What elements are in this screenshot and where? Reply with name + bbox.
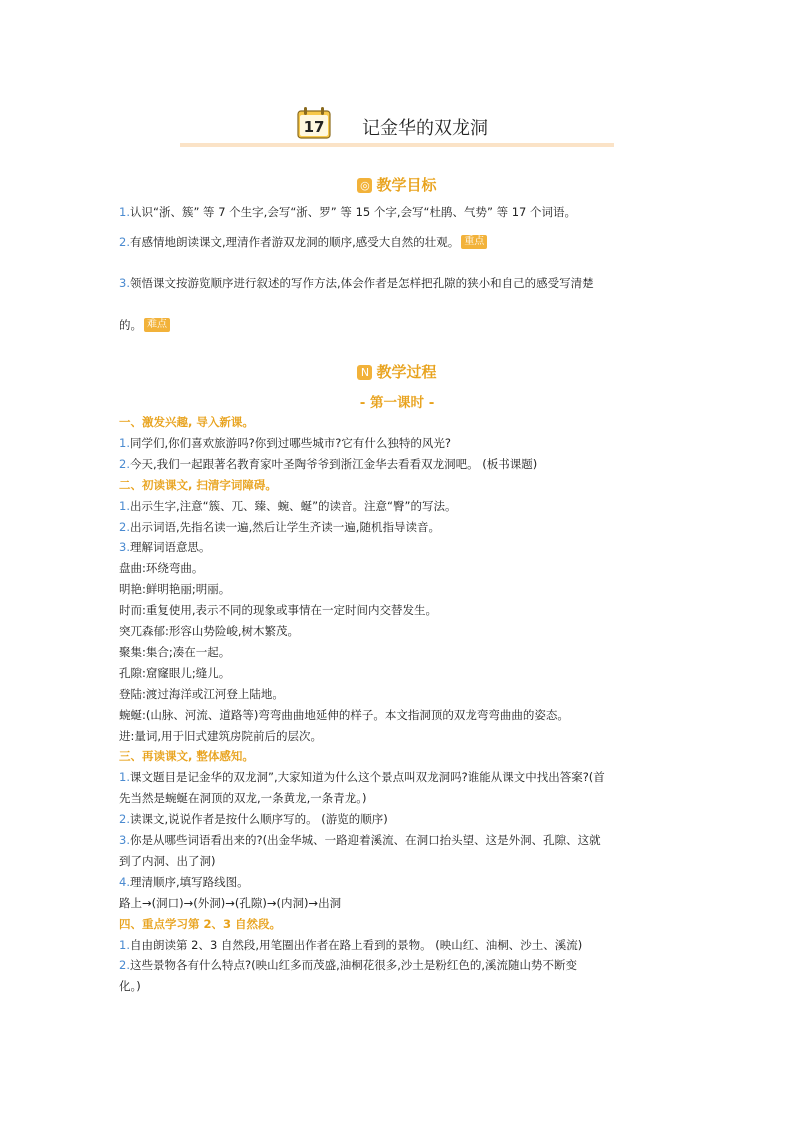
line-number: 1. (119, 770, 130, 785)
text-line: 路上→(洞口)→(外洞)→(孔隙)→(内洞)→出洞 (119, 895, 342, 910)
line-text: 你是从哪些词语看出来的?(出金华城、一路迎着溪流、在洞口抬头望、这是外洞、孔隙、这就 (129, 833, 601, 847)
line-number: 3. (119, 833, 130, 847)
text-line: 盘曲:环绕弯曲。 (119, 561, 204, 576)
line-number: 1. (119, 435, 130, 450)
line-text: 理解词语意思。 (129, 540, 211, 555)
text-line: 蜿蜒:(山脉、河流、道路等)弯弯曲曲地延伸的样子。本文指洞顶的双龙弯弯曲曲的姿态。 (119, 707, 569, 722)
numbered-line (119, 435, 451, 451)
line-number: 2. (119, 958, 130, 973)
line-text: 读课文,说说作者是按什么顺序写的。 (游览的顺序) (129, 812, 388, 827)
calendar-icon (295, 106, 333, 140)
numbered-line (119, 832, 601, 848)
goal-item-2: 2.有感情地朗读课文,理清作者游双龙洞的顺序,感受大自然的壮观。 重点 (119, 234, 487, 250)
goal-item-1: 1.认识“浙、簇” 等 7 个生字,会写“浙、罗” 等 15 个字,会写“杜鹃、气势” 等 17 个词语。 (119, 205, 577, 219)
line-number: 2. (119, 519, 130, 534)
line-text: 同学们,你们喜欢旅游吗?你到过哪些城市?它有什么独特的风光? (129, 435, 451, 450)
target-icon: ◎ (357, 178, 372, 193)
text-line: 明艳:鲜明艳丽;明丽。 (119, 582, 231, 597)
numbered-line (119, 539, 210, 555)
difficult-point-tag: 难点 (144, 318, 170, 332)
line-text: 理清顺序,填写路线图。 (129, 874, 249, 889)
goal-item-3: 3.领悟课文按游览顺序进行叙述的写作方法,体会作者是怎样把孔隙的狭小和自己的感受写清楚 (119, 276, 594, 290)
step-heading: 一、激发兴趣, 导入新课。 (119, 415, 254, 429)
text-line: 孔隙:窟窿眼儿;缝儿。 (119, 665, 231, 680)
line-text: 出示生字,注意“簇、兀、臻、蜿、蜒”的读音。注意“臀”的写法。 (129, 498, 457, 513)
numbered-line (119, 519, 440, 535)
numbered-line (119, 498, 456, 514)
text-line: 化。) (119, 979, 141, 994)
text-line: 到了内洞、出了洞) (119, 853, 216, 868)
line-text: 今天,我们一起跟著名教育家叶圣陶爷爷到浙江金华去看看双龙洞吧。 (板书课题) (129, 456, 538, 471)
line-number: 1. (119, 937, 130, 952)
numbered-line (119, 456, 537, 472)
line-number: 2. (119, 812, 130, 827)
lesson-title: 记金华的双龙洞 (362, 118, 488, 139)
text-line: 突兀森郁:形容山势险峻,树木繁茂。 (119, 624, 300, 638)
step-heading: 三、再读课文, 整体感知。 (119, 749, 254, 764)
line-text: 出示词语,先指名读一遍,然后让学生齐读一遍,随机指导读音。 (129, 519, 440, 534)
numbered-line (119, 811, 388, 827)
numbered-line (119, 937, 582, 953)
period-label: - 第一课时 - (359, 395, 435, 411)
key-point-tag: 重点 (461, 235, 487, 249)
text-line: 登陆:渡过海洋或江河登上陆地。 (119, 686, 284, 701)
numbered-line (119, 957, 577, 973)
text-line: 进:量词,用于旧式建筑房院前后的层次。 (119, 728, 323, 743)
step-heading: 四、重点学习第 2、3 自然段。 (119, 916, 282, 931)
line-text: 课文题目是记金华的双龙洞”,大家知道为什么这个景点叫双龙洞吗?谁能从课文中找出答案?(首 (129, 770, 605, 785)
text-line: 聚集:集合;凑在一起。 (119, 644, 231, 659)
step-heading: 二、初读课文, 扫清字词障碍。 (119, 477, 277, 492)
title-underline (180, 143, 614, 147)
goal-item-3-cont: 的。 难点 (119, 317, 170, 333)
lesson-header (180, 100, 614, 152)
lesson-number: 17 (303, 118, 325, 136)
process-heading: N 教学过程 (0, 361, 794, 382)
process-icon: N (357, 365, 372, 380)
numbered-line (119, 874, 249, 890)
goals-heading: ◎ 教学目标 (0, 174, 794, 195)
line-text: 这些景物各有什么特点?(映山红多而茂盛,油桐花很多,沙土是粉红色的,溪流随山势不断变 (129, 958, 578, 973)
line-number: 2. (119, 456, 130, 471)
line-number: 4. (119, 874, 130, 889)
numbered-line (119, 769, 605, 785)
line-text: 自由朗读第 2、3 自然段,用笔圈出作者在路上看到的景物。 (映山红、油桐、沙土、溪流) (129, 937, 583, 952)
line-number: 3. (119, 540, 130, 555)
text-line: 先当然是蜿蜒在洞顶的双龙,一条黄龙,一条青龙。) (119, 791, 367, 806)
line-number: 1. (119, 498, 130, 513)
text-line: 时而:重复使用,表示不同的现象或事情在一定时间内交替发生。 (119, 603, 438, 618)
